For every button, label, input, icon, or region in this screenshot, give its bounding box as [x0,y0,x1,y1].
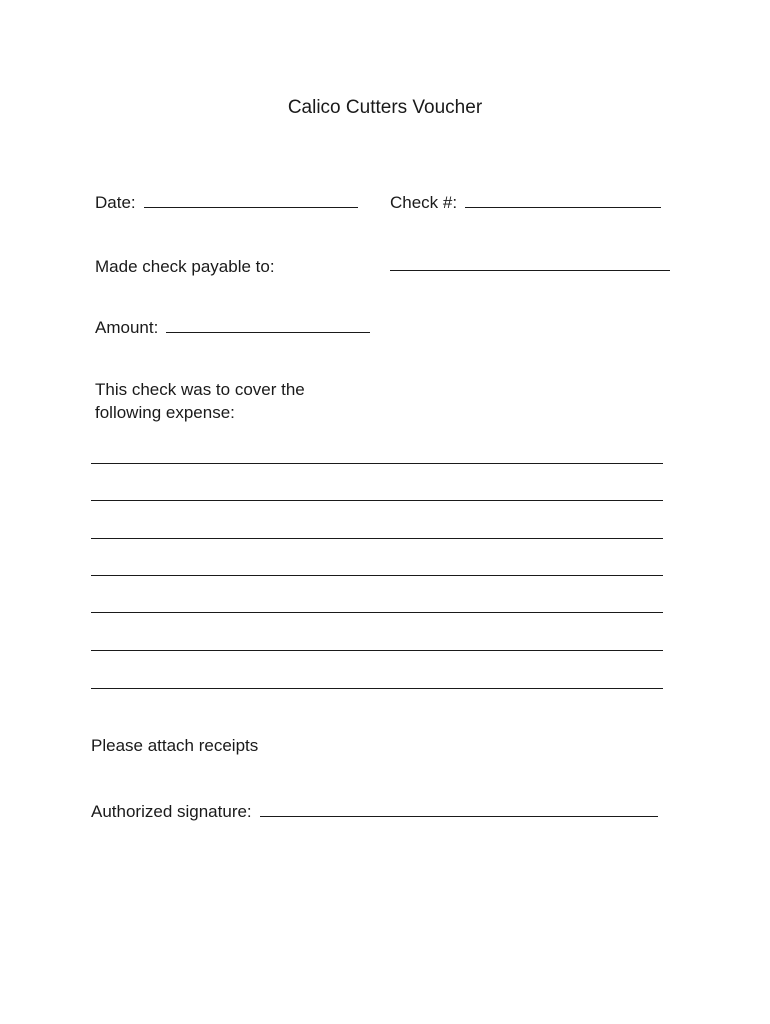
payable-input-line[interactable] [390,270,670,271]
date-label: Date: [95,193,136,212]
expense-line-6[interactable] [91,650,663,651]
expense-line-7[interactable] [91,688,663,689]
expense-line-1[interactable] [91,463,663,464]
expense-line-3[interactable] [91,538,663,539]
amount-field [95,318,370,338]
expense-line-4[interactable] [91,575,663,576]
payable-label: Made check payable to: [95,257,275,276]
signature-input-line[interactable] [260,802,658,817]
expense-label: This check was to cover the following expense: [95,380,305,422]
check-number-label: Check #: [390,193,458,212]
check-number-field [390,193,661,213]
check-number-input-line[interactable] [465,193,661,208]
amount-label: Amount: [95,318,159,337]
signature-field [91,802,658,822]
expense-line-5[interactable] [91,612,663,613]
date-input-line[interactable] [144,193,358,208]
receipts-note: Please attach receipts [91,736,259,755]
page-title: Calico Cutters Voucher [287,97,483,118]
signature-label: Authorized signature: [91,802,252,821]
amount-input-line[interactable] [166,318,370,333]
date-field [95,193,358,213]
expense-line-2[interactable] [91,500,663,501]
